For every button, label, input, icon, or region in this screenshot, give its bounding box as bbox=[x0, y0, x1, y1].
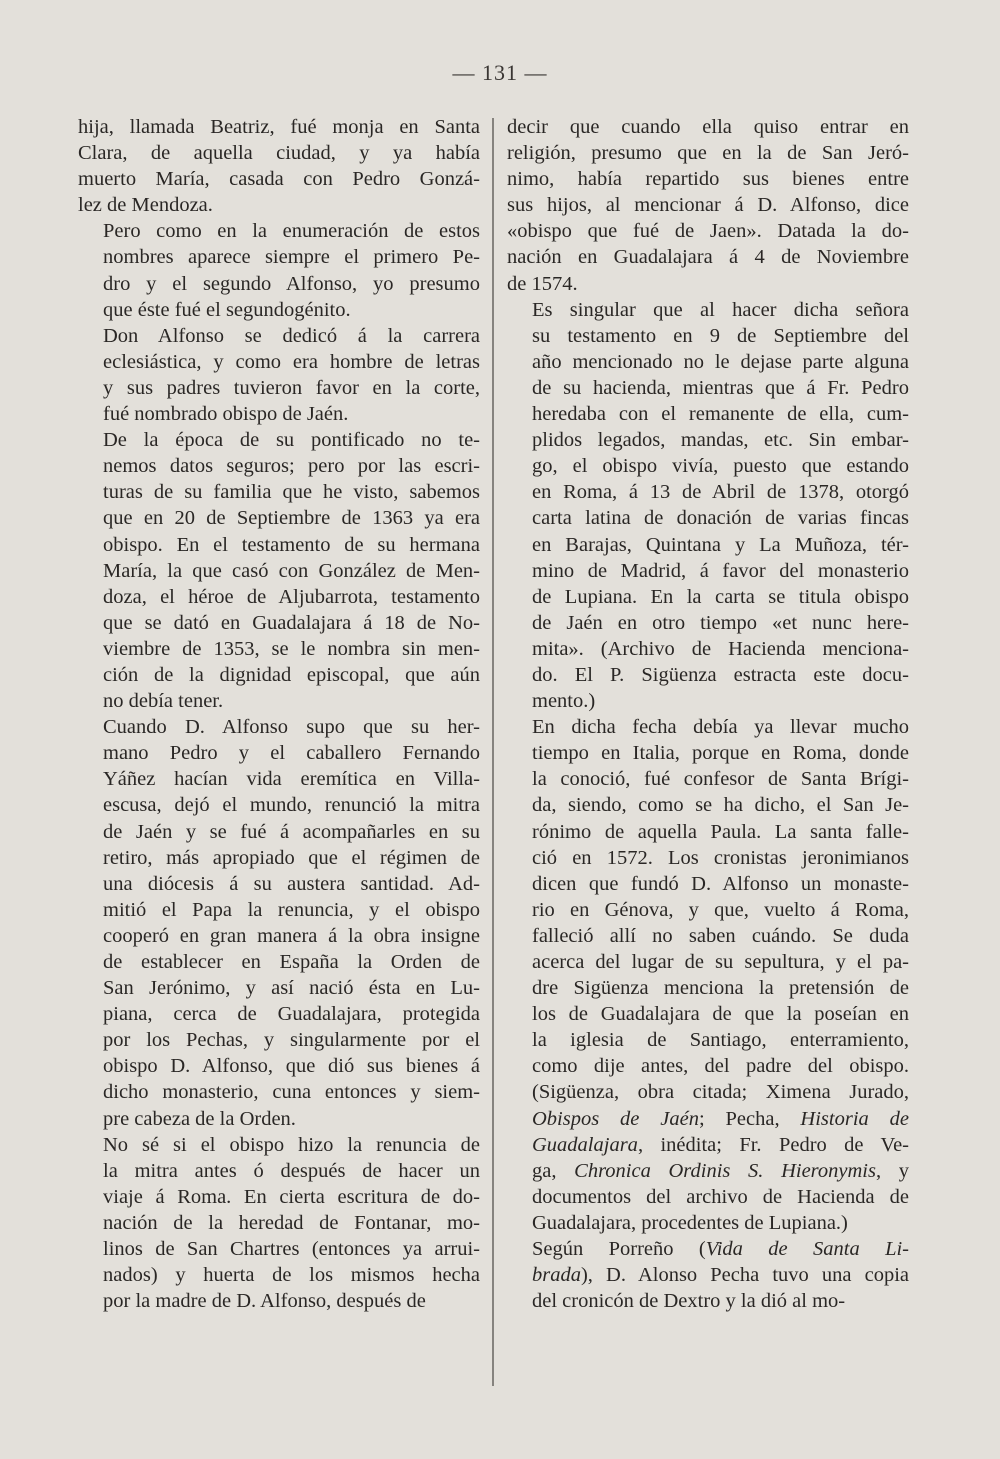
text-line: cooperó en gran manera á la obra insigne bbox=[103, 924, 480, 947]
text-line: que se dató en Guadalajara á 18 de No- bbox=[103, 611, 480, 634]
text-line: Pero como en la enumeración de estos bbox=[103, 220, 480, 243]
text-line: y sus padres tuvieron favor en la corte, bbox=[103, 376, 480, 399]
text-line: heredaba con el remanente de ella, cum- bbox=[532, 403, 909, 426]
text-line: Según Porreño (Vida de Santa Li- bbox=[532, 1238, 909, 1261]
paragraph bbox=[507, 714, 909, 1236]
text-line: linos de San Chartres (entonces ya arrui- bbox=[103, 1238, 480, 1261]
text-line: lez de Mendoza. bbox=[78, 194, 213, 217]
text-line: la mitra antes ó después de hacer un bbox=[103, 1159, 480, 1182]
text-line: año mencionado no le dejase parte alguna bbox=[532, 350, 909, 373]
text-line: documentos del archivo de Hacienda de bbox=[532, 1185, 909, 1208]
text-line: nombres aparece siempre el primero Pe- bbox=[103, 246, 480, 269]
text-line: mano Pedro y el caballero Fernando bbox=[103, 742, 480, 765]
text-line: mitió el Papa la renuncia, y el obispo bbox=[103, 898, 480, 921]
text-line: obispo. En el testamento de su hermana bbox=[103, 533, 480, 556]
text-line: por la madre de D. Alfonso, después de bbox=[103, 1290, 426, 1313]
text-line: eclesiástica, y como era hombre de letras bbox=[103, 350, 480, 373]
text-line: Don Alfonso se dedicó á la carrera bbox=[103, 324, 480, 347]
text-line: nimo, había repartido sus bienes entre bbox=[507, 168, 909, 191]
text-line: Obispos de Jaén; Pecha, Historia de bbox=[532, 1107, 909, 1130]
text-line: Yáñez hacían vida eremítica en Villa- bbox=[103, 768, 480, 791]
text-line: piana, cerca de Guadalajara, protegida bbox=[103, 1003, 480, 1026]
text-line: la iglesia de Santiago, enterramiento, bbox=[532, 1029, 909, 1052]
paragraph bbox=[78, 218, 480, 322]
text-line: ga, Chronica Ordinis S. Hieronymis, y bbox=[532, 1159, 910, 1182]
text-line: de 1574. bbox=[507, 272, 578, 295]
text-line: Clara, de aquella ciudad, y ya había bbox=[78, 142, 480, 165]
text-line: acerca del lugar de su sepultura, y el pa- bbox=[532, 951, 909, 973]
text-line: carta latina de donación de varias fincas bbox=[532, 507, 909, 530]
text-line: pre cabeza de la Orden. bbox=[103, 1107, 296, 1130]
paragraph bbox=[78, 427, 480, 714]
text-line: dicho monasterio, cuna entonces y siem- bbox=[103, 1081, 480, 1104]
text-line: viaje á Roma. En cierta escritura de do- bbox=[103, 1185, 480, 1208]
text-line: rónimo de aquella Paula. La santa falle- bbox=[532, 820, 909, 843]
text-line: ció en 1572. Los cronistas jeronimianos bbox=[532, 846, 909, 869]
text-line: del cronicón de Dextro y la dió al mo- bbox=[532, 1290, 846, 1313]
text-line: Guadalajara, inédita; Fr. Pedro de Ve- bbox=[532, 1133, 909, 1156]
text-line: hija, llamada Beatriz, fué monja en Santa bbox=[78, 116, 480, 138]
paragraph bbox=[78, 714, 480, 1132]
paragraph bbox=[507, 297, 909, 715]
text-line: María, la que casó con González de Men- bbox=[103, 559, 480, 582]
text-line: En dicha fecha debía ya llevar mucho bbox=[532, 716, 909, 739]
text-line: «obispo que fué de Jaen». Datada la do- bbox=[507, 220, 909, 243]
text-line: nemos datos seguros; pero por las escri- bbox=[103, 455, 480, 478]
text-line: la conoció, fué confesor de Santa Brígi- bbox=[532, 768, 909, 791]
text-line: sus hijos, al mencionar á D. Alfonso, dice bbox=[507, 194, 909, 217]
text-line: brada), D. Alonso Pecha tuvo una copia bbox=[532, 1264, 909, 1287]
text-line: dre Sigüenza menciona la pretensión de bbox=[532, 977, 909, 1000]
text-line: nados) y huerta de los mismos hecha bbox=[103, 1264, 480, 1287]
paragraph bbox=[78, 1132, 480, 1315]
text-line: de establecer en España la Orden de bbox=[103, 951, 480, 973]
text-line: mita». (Archivo de Hacienda menciona- bbox=[532, 637, 909, 660]
text-line: plidos legados, mandas, etc. Sin embar- bbox=[532, 429, 909, 452]
text-line: Guadalajara, procedentes de Lupiana.) bbox=[532, 1211, 848, 1234]
text-line: go, el obispo vivía, puesto que estando bbox=[532, 455, 909, 478]
text-line: San Jerónimo, y así nació ésta en Lu- bbox=[103, 977, 480, 1000]
text-line: de Lupiana. En la carta se titula obispo bbox=[532, 585, 909, 608]
text-line: mino de Madrid, á favor del monasterio bbox=[532, 559, 909, 582]
column-divider bbox=[492, 118, 494, 1386]
text-line: en Roma, á 13 de Abril de 1378, otorgó bbox=[532, 481, 909, 504]
text-line: ción de la dignidad episcopal, que aún bbox=[103, 663, 480, 686]
text-line: fué nombrado obispo de Jaén. bbox=[103, 403, 349, 426]
paragraph bbox=[507, 114, 909, 297]
text-line: de su hacienda, mientras que á Fr. Pedro bbox=[532, 376, 909, 399]
text-line: da, siendo, como se ha dicho, el San Je- bbox=[532, 794, 909, 817]
paragraph bbox=[78, 114, 480, 218]
text-line: Es singular que al hacer dicha señora bbox=[532, 298, 909, 321]
text-line: mento.) bbox=[532, 690, 596, 713]
paragraph bbox=[78, 323, 480, 427]
text-line: tiempo en Italia, porque en Roma, donde bbox=[532, 742, 909, 765]
text-line: una diócesis á su austera santidad. Ad- bbox=[103, 872, 480, 895]
text-line: Cuando D. Alfonso supo que su her- bbox=[103, 716, 480, 739]
text-line: nación en Guadalajara á 4 de Noviembre bbox=[507, 246, 909, 269]
text-line: por los Pechas, y singularmente por el bbox=[103, 1029, 480, 1052]
text-line: nación de la heredad de Fontanar, mo- bbox=[103, 1211, 480, 1234]
text-line: falleció allí no saben cuándo. Se duda bbox=[532, 924, 909, 947]
text-line: escusa, dejó el mundo, renunció la mitra bbox=[103, 794, 480, 817]
text-line: viembre de 1353, se le nombra sin men- bbox=[103, 637, 480, 660]
page-number: — 131 — bbox=[452, 60, 548, 85]
text-line: De la época de su pontificado no te- bbox=[103, 429, 480, 452]
right-column bbox=[507, 114, 909, 1314]
text-line: dicen que fundó D. Alfonso un monaste- bbox=[532, 872, 909, 895]
text-line: dro y el segundo Alfonso, yo presumo bbox=[103, 272, 480, 295]
text-line: no debía tener. bbox=[103, 690, 224, 713]
paragraph bbox=[507, 1236, 909, 1314]
text-line: turas de su familia que he visto, sabemos bbox=[103, 481, 480, 504]
text-line: como dije antes, del padre del obispo. bbox=[532, 1055, 909, 1078]
text-line: (Sigüenza, obra citada; Ximena Jurado, bbox=[532, 1081, 909, 1104]
text-line: su testamento en 9 de Septiembre del bbox=[532, 324, 909, 347]
text-line: rio en Génova, y que, vuelto á Roma, bbox=[532, 898, 909, 921]
text-line: que en 20 de Septiembre de 1363 ya era bbox=[103, 507, 480, 530]
text-line: do. El P. Sigüenza estracta este docu- bbox=[532, 663, 909, 686]
text-line: No sé si el obispo hizo la renuncia de bbox=[103, 1133, 480, 1156]
left-column bbox=[78, 114, 480, 1314]
text-line: de Jaén y se fué á acompañarles en su bbox=[103, 820, 480, 843]
text-line: que éste fué el segundogénito. bbox=[103, 298, 351, 321]
text-line: de Jaén en otro tiempo «et nunc here- bbox=[532, 611, 909, 634]
text-line: retiro, más apropiado que el régimen de bbox=[103, 846, 480, 869]
text-line: decir que cuando ella quiso entrar en bbox=[507, 116, 909, 138]
text-line: muerto María, casada con Pedro Gonzá- bbox=[78, 168, 480, 191]
text-line: en Barajas, Quintana y La Muñoza, tér- bbox=[532, 533, 909, 556]
text-line: obispo D. Alfonso, que dió sus bienes á bbox=[103, 1055, 480, 1078]
text-line: doza, el héroe de Aljubarrota, testamento bbox=[103, 585, 480, 608]
text-line: religión, presumo que en la de San Jeró- bbox=[507, 142, 909, 165]
text-line: los de Guadalajara de que la poseían en bbox=[532, 1003, 909, 1026]
